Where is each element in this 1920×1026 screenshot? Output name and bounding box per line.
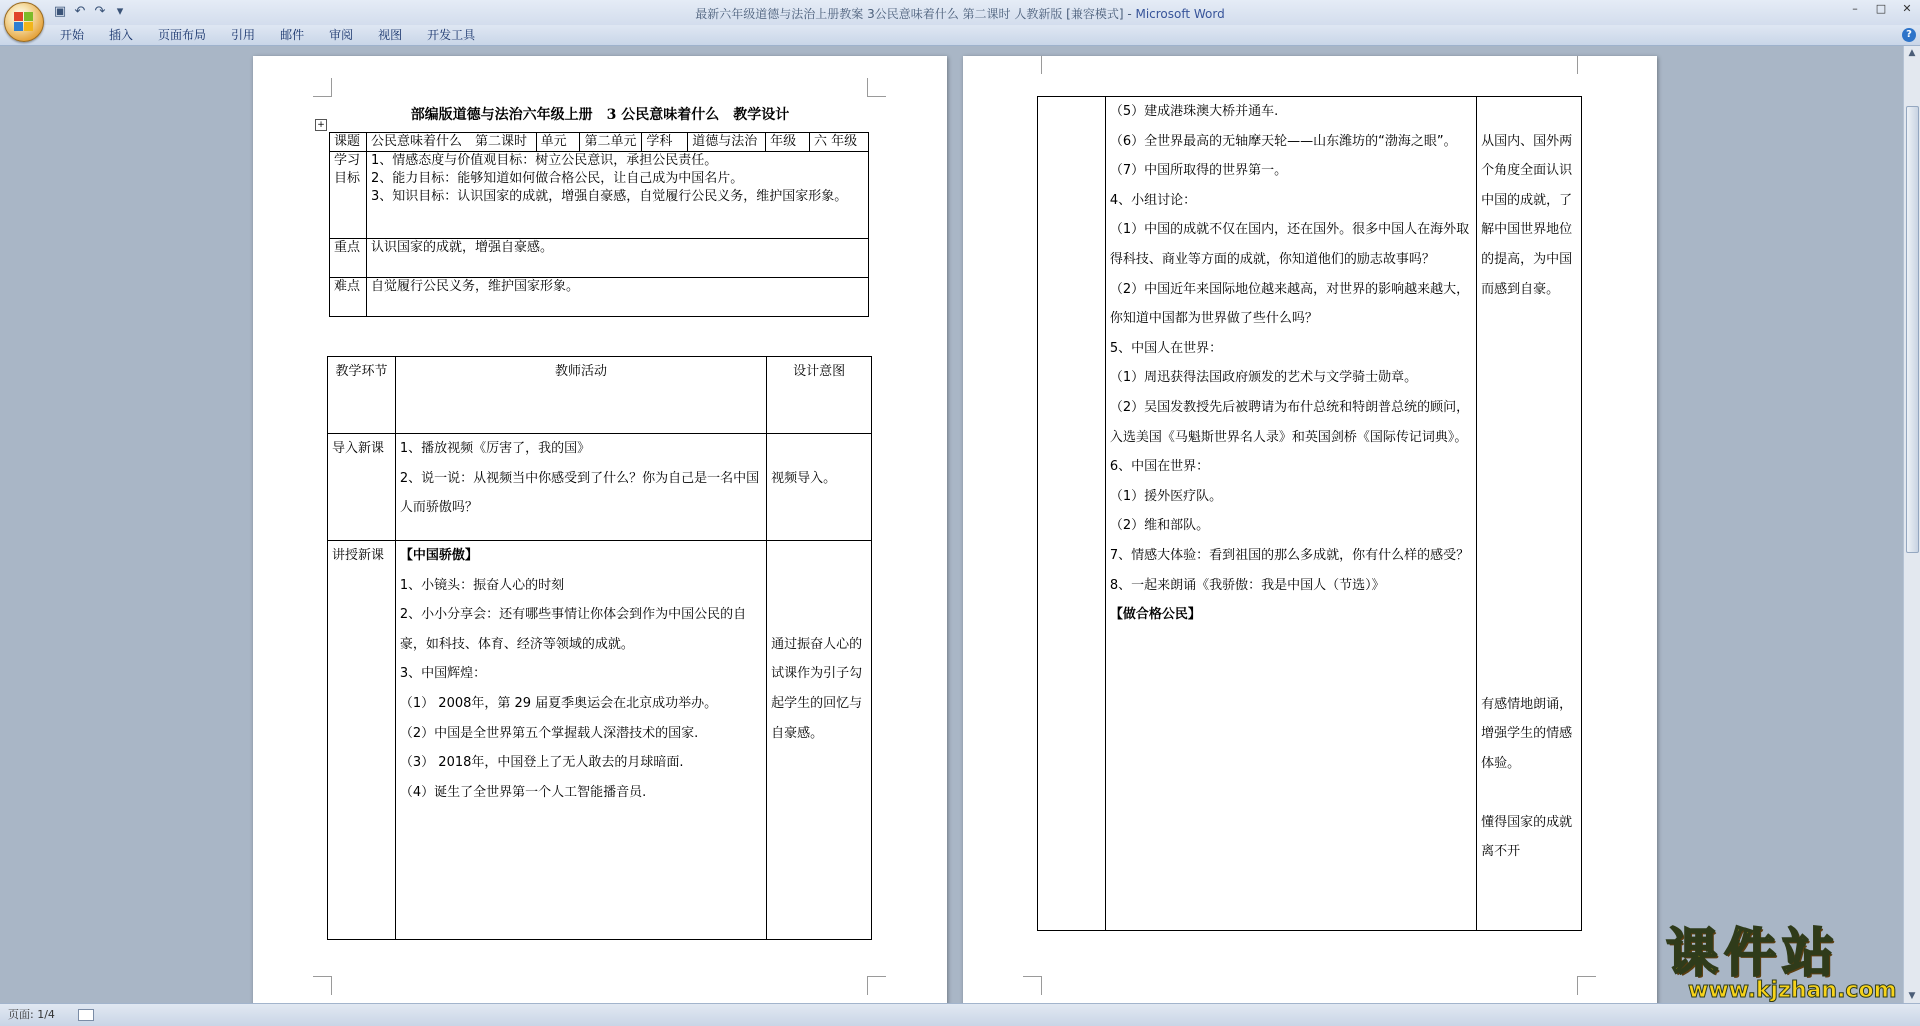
ribbon-tabs (48, 25, 488, 45)
intent-spacer (1481, 423, 1577, 690)
table-cell[interactable]: 第二单元 (580, 133, 642, 152)
tab-view[interactable]: 视图 (378, 28, 403, 42)
activity-line: 2、小小分享会：还有哪些事情让你体会到作为中国公民的自豪，如科技、体育、经济等领域的成就。 (399, 607, 747, 652)
table-cell[interactable] (395, 541, 766, 940)
table-cell[interactable]: 讲授新课 (328, 541, 396, 940)
table-cell[interactable]: 课题 (330, 133, 367, 152)
table-cell[interactable] (767, 541, 872, 940)
table-cell[interactable]: 学科 (642, 133, 688, 152)
activity-line: 6、中国在世界： (1109, 459, 1210, 475)
intent-line (771, 541, 867, 571)
table-row (330, 278, 869, 317)
activity-line: （6）全世界最高的无轴摩天轮——山东潍坊的“渤海之眼”。 (1109, 133, 1457, 149)
activity-line: （2）中国近年来国际地位越来越高，对世界的影响越来越大，你知道中国都为世界做了些什么吗？ (1109, 281, 1470, 327)
scroll-thumb[interactable] (1906, 106, 1919, 553)
document-title: 部编版道德与法治六年级上册 3 公民意味着什么 教学设计 (410, 107, 790, 123)
table-cell[interactable]: 公民意味着什么 第二课时 (366, 133, 536, 152)
table-row (330, 239, 869, 278)
help-icon[interactable]: ? (1902, 28, 1916, 42)
window-title: 最新六年级道德与法治上册教案 3公民意味着什么 第二课时 人教新版 [兼容模式] - Microsoft Word (695, 7, 1225, 21)
table-cell[interactable]: 难点 (330, 278, 367, 317)
tab-developer[interactable]: 开发工具 (427, 28, 476, 42)
document-page-1 (253, 56, 947, 1003)
table-cell[interactable]: 学习目标 (330, 152, 367, 239)
maximize-button[interactable]: □ (1875, 2, 1887, 15)
section-heading: 【中国骄傲】 (399, 548, 478, 563)
lesson-table-continued (1037, 96, 1582, 931)
table-cell[interactable] (1105, 97, 1476, 931)
crop-mark (867, 976, 886, 995)
table-cell[interactable] (1038, 97, 1106, 931)
tab-page-layout[interactable]: 页面布局 (158, 28, 207, 42)
activity-line: （7）中国所取得的世界第一。 (1109, 163, 1288, 179)
table-header-cell[interactable]: 设计意图 (767, 357, 872, 434)
activity-line: （1）中国的成就不仅在国内，还在国外。很多中国人在海外取得科技、商业等方面的成就，你知道他们的励志故事吗？ (1109, 222, 1470, 267)
table-row (1038, 97, 1582, 931)
table-header-cell[interactable]: 教学环节 (328, 357, 396, 434)
crop-mark (1577, 976, 1596, 995)
activity-line: 8、一起来朗诵《我骄傲：我是中国人（节选）》 (1109, 577, 1385, 593)
tab-home[interactable]: 开始 (60, 28, 85, 42)
document-workspace[interactable] (0, 46, 1904, 1003)
activity-line: 3、中国辉煌： (399, 666, 487, 682)
intent-line: 通过振奋人心的试课作为引子勾起学生的回忆与自豪感。 (771, 636, 863, 741)
activity-line: 1、小镜头：振奋人心的时刻 (399, 577, 565, 593)
intent-line (771, 600, 867, 630)
activity-line: （4）诞生了全世界第一个人工智能播音员. (399, 784, 647, 800)
activity-line: （3） 2018年，中国登上了无人敢去的月球暗面. (399, 755, 684, 771)
objective-line: 3、知识目标：认识国家的成就，增强自豪感，自觉履行公民义务，维护国家形象。 (370, 189, 848, 204)
office-button[interactable] (4, 2, 44, 42)
title-bar (0, 0, 1920, 25)
app-name: Microsoft Word (1135, 7, 1225, 21)
section-heading: 【做合格公民】 (1109, 607, 1201, 623)
close-button[interactable]: ✕ (1902, 2, 1912, 15)
scroll-down-icon[interactable]: ▼ (1908, 991, 1916, 1001)
activity-line: （1）周迅获得法国政府颁发的艺术与文学骑士勋章。 (1109, 370, 1418, 386)
table-row (330, 152, 869, 239)
undo-icon[interactable]: ↶ (74, 4, 86, 19)
window-controls (1842, 0, 1920, 18)
crop-mark (313, 78, 332, 97)
activity-line: 4、小组讨论： (1109, 192, 1197, 208)
watermark-text: 课件站 (1666, 924, 1841, 984)
save-icon[interactable]: ▣ (53, 4, 67, 19)
table-cell[interactable]: 重点 (330, 239, 367, 278)
intent-line: 懂得国家的成就离不开 (1481, 814, 1573, 860)
intent-line: 视频导入。 (771, 470, 837, 486)
document-page-2 (963, 56, 1657, 1003)
info-table (329, 132, 869, 317)
minimize-button[interactable]: – (1852, 2, 1858, 15)
lesson-table (327, 356, 872, 940)
activity-line: 5、中国人在世界： (1109, 340, 1223, 356)
intent-line: 从国内、国外两个角度全面认识中国的成就，了解中国世界地位的提高，为中国而感到自豪。 (1481, 133, 1573, 297)
table-cell[interactable]: 年级 (766, 133, 810, 152)
activity-line: 1、播放视频《厉害了，我的国》 (399, 441, 591, 456)
table-move-handle-icon[interactable]: + (315, 119, 327, 131)
tab-insert[interactable]: 插入 (109, 28, 134, 42)
crop-mark (1023, 56, 1042, 74)
table-row (330, 133, 869, 152)
customize-icon[interactable]: ▾ (116, 4, 124, 19)
activity-line: （1）援外医疗队。 (1109, 488, 1223, 504)
watermark-url: www.kjzhan.com (1688, 978, 1897, 1003)
activity-line: （2）中国是全世界第五个掌握载人深潜技术的国家. (399, 725, 699, 741)
objective-line: 1、情感态度与价值观目标：树立公民意识，承担公民责任。 (370, 153, 718, 168)
scroll-up-icon[interactable]: ▲ (1908, 48, 1916, 58)
table-cell[interactable]: 六 年级 (810, 133, 869, 152)
activity-line: （1） 2008年，第 29 届夏季奥运会在北京成功举办。 (399, 695, 718, 711)
table-cell[interactable] (1477, 97, 1582, 931)
crop-mark (867, 78, 886, 97)
activity-line: 7、情感大体验：看到祖国的那么多成就，你有什么样的感受？ (1109, 547, 1470, 563)
table-cell[interactable]: 单元 (536, 133, 580, 152)
table-row (328, 434, 872, 541)
table-header-cell[interactable]: 教师活动 (395, 357, 766, 434)
activity-line: （2）维和部队。 (1109, 518, 1210, 534)
tab-mailings[interactable]: 邮件 (280, 28, 305, 42)
vertical-scrollbar[interactable] (1903, 46, 1920, 1003)
intent-line (771, 571, 867, 601)
table-cell[interactable] (395, 434, 766, 541)
table-cell[interactable]: 道德与法治 (688, 133, 766, 152)
activity-line: （5）建成港珠澳大桥并通车. (1109, 104, 1279, 119)
proofing-icon[interactable] (78, 1009, 94, 1021)
objective-line: 2、能力目标：能够知道如何做合格公民，让自己成为中国名片。 (370, 171, 744, 186)
table-row (328, 541, 872, 940)
intent-line: 有感情地朗诵，增强学生的情感体验。 (1481, 696, 1573, 771)
table-cell[interactable]: 导入新课 (328, 434, 396, 541)
intent-line (771, 434, 867, 464)
crop-mark (313, 976, 332, 995)
table-cell[interactable] (767, 434, 872, 541)
crop-mark (1023, 976, 1042, 995)
site-watermark-logo (1666, 924, 1908, 1002)
table-cell[interactable] (366, 152, 868, 239)
table-cell[interactable]: 自觉履行公民义务，维护国家形象。 (366, 278, 868, 317)
ribbon (0, 25, 1920, 46)
office-logo-icon (14, 12, 34, 32)
activity-line: （2）吴国发教授先后被聘请为布什总统和特朗普总统的顾问，入选美国《马魁斯世界名人录》和英国剑桥《国际传记词典》。 (1109, 399, 1470, 445)
redo-icon[interactable]: ↷ (94, 4, 106, 19)
page-indicator[interactable]: 页面: 1/4 (8, 1008, 55, 1021)
tab-references[interactable]: 引用 (231, 28, 256, 42)
tab-review[interactable]: 审阅 (329, 28, 354, 42)
intent-spacer (1481, 97, 1577, 127)
table-cell[interactable]: 认识国家的成就，增强自豪感。 (366, 239, 868, 278)
crop-mark (1577, 56, 1596, 74)
activity-line: 2、说一说：从视频当中你感受到了什么？你为自己是一名中国人而骄傲吗？ (399, 470, 760, 516)
table-row (328, 357, 872, 434)
status-bar (0, 1003, 1920, 1026)
